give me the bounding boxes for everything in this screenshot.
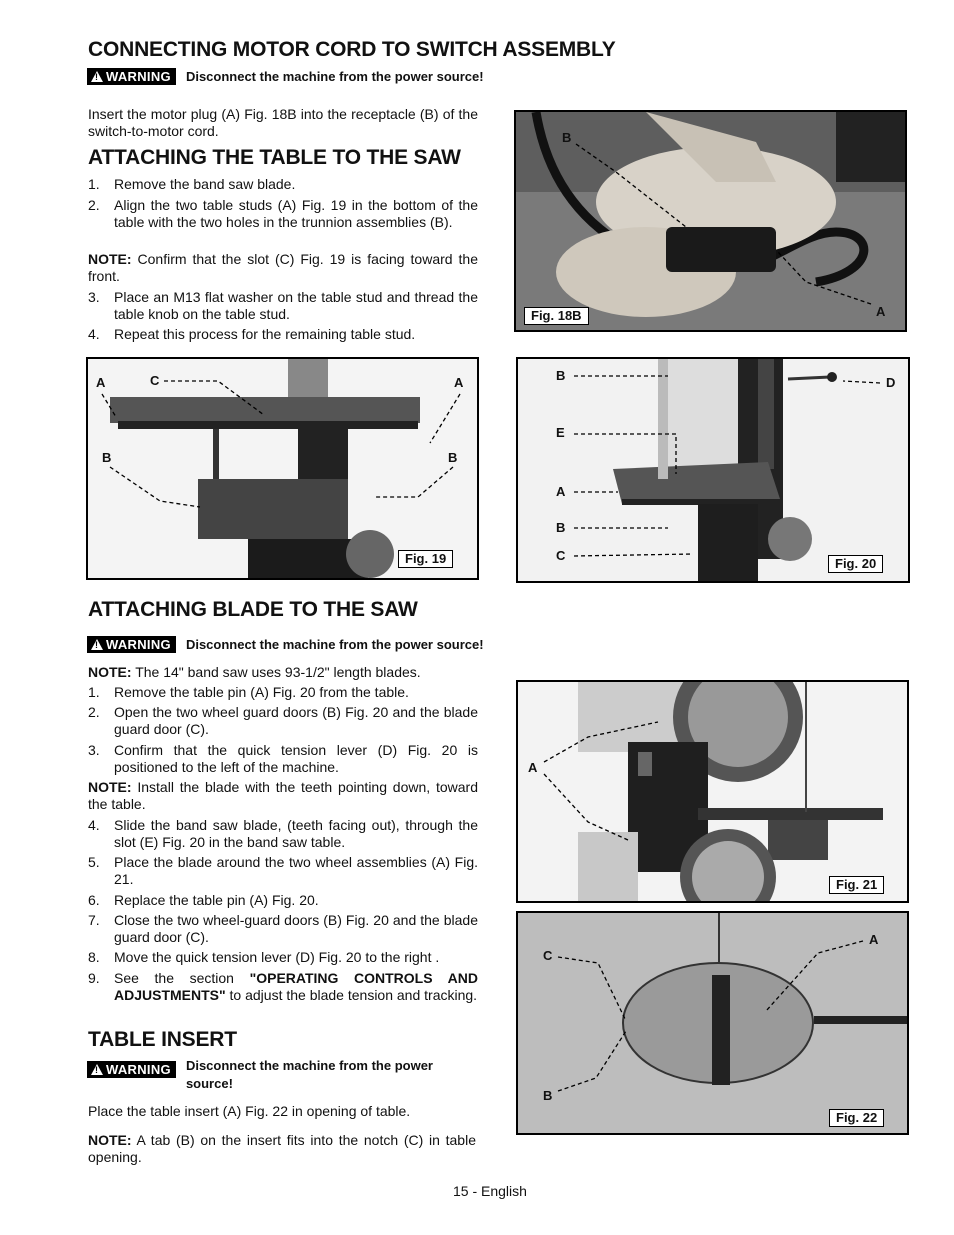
callout-b: B <box>556 520 566 535</box>
list-item: 4. Repeat this process for the remaining table stud. <box>88 326 416 342</box>
section-title-motor-cord: CONNECTING MOTOR CORD TO SWITCH ASSEMBLY <box>88 38 616 61</box>
callout-leaders <box>88 359 477 578</box>
callout-a: A <box>556 484 566 499</box>
page-footer: 15 - English <box>453 1183 527 1199</box>
figure-18b <box>514 110 907 332</box>
callout-leaders <box>518 913 907 1133</box>
warning-triangle-icon: ! <box>91 639 103 650</box>
list-item: 8. Move the quick tension lever (D) Fig. 20 to the right . <box>88 949 440 965</box>
list-item: 1. Remove the table pin (A) Fig. 20 from the table. <box>88 684 409 700</box>
callout-d: D <box>886 375 896 390</box>
list-item: 1. Remove the band saw blade. <box>88 176 296 192</box>
list-item: 6. Replace the table pin (A) Fig. 20. <box>88 892 319 908</box>
warning-badge: ! WARNING <box>87 1061 176 1078</box>
list-item: 9. See the section "OPERATING CONTROLS AND ADJUSTMENTS" to adjust the blade tension and tracking. <box>88 970 478 1003</box>
list-item: 2. Open the two wheel guard doors (B) Fig. 20 and the blade guard door (C). <box>88 704 478 737</box>
callout-a: A <box>528 760 538 775</box>
warning-text: Disconnect the machine from the power source! <box>185 637 484 652</box>
list-item: 2. Align the two table studs (A) Fig. 19 in the bottom of the table with the two holes in the trunnion assemblies (B). <box>88 197 478 230</box>
warning-text: Disconnect the machine from the power source! <box>185 69 484 84</box>
note-slot: NOTE: Confirm that the slot (C) Fig. 19 is facing toward the front. <box>88 251 478 284</box>
callout-leaders <box>516 112 905 330</box>
callout-c: C <box>150 373 160 388</box>
motor-cord-body: Insert the motor plug (A) Fig. 18B into the receptacle (B) of the switch-to-motor cord. <box>88 106 478 139</box>
section-title-insert: TABLE INSERT <box>88 1028 237 1051</box>
callout-b: B <box>102 450 112 465</box>
callout-a: A <box>454 375 464 390</box>
callout-b: B <box>543 1088 553 1103</box>
list-item: 3. Confirm that the quick tension lever (D) Fig. 20 is positioned to the left of the machine. <box>88 742 478 775</box>
section-title-blade: ATTACHING BLADE TO THE SAW <box>88 598 418 621</box>
note-blade-length: NOTE: The 14" band saw uses 93-1/2" length blades. <box>88 664 421 680</box>
figure-20 <box>516 357 910 583</box>
list-item: 5. Place the blade around the two wheel assemblies (A) Fig. 21. <box>88 854 478 887</box>
callout-c: C <box>556 548 566 563</box>
figure-label: Fig. 19 <box>398 550 453 568</box>
figure-19 <box>86 357 479 580</box>
callout-b: B <box>562 130 572 145</box>
callout-c: C <box>543 948 553 963</box>
note-tab: NOTE: A tab (B) on the insert fits into the notch (C) in table opening. <box>88 1132 476 1165</box>
list-item: 4. Slide the band saw blade, (teeth facing out), through the slot (E) Fig. 20 in the band saw table. <box>88 817 478 850</box>
list-item: 3. Place an M13 flat washer on the table stud and thread the table knob on the table stud. <box>88 289 478 322</box>
warning-badge: ! WARNING <box>87 68 176 85</box>
warning-triangle-icon: ! <box>91 71 103 82</box>
figure-21 <box>516 680 909 903</box>
note-teeth: NOTE: Install the blade with the teeth pointing down, toward the table. <box>88 779 478 812</box>
callout-a: A <box>876 304 886 319</box>
callout-b: B <box>556 368 566 383</box>
insert-body: Place the table insert (A) Fig. 22 in opening of table. <box>88 1103 411 1119</box>
figure-22 <box>516 911 909 1135</box>
warning-text: Disconnect the machine from the power source! <box>185 1058 433 1091</box>
callout-a: A <box>96 375 106 390</box>
figure-label: Fig. 20 <box>828 555 883 573</box>
warning-badge: ! WARNING <box>87 636 176 653</box>
callout-leaders <box>518 359 908 581</box>
figure-label: Fig. 18B <box>524 307 589 325</box>
section-title-table: ATTACHING THE TABLE TO THE SAW <box>88 146 461 169</box>
callout-leaders <box>518 682 907 901</box>
warning-row-1 <box>87 68 484 86</box>
callout-a: A <box>869 932 879 947</box>
callout-e: E <box>556 425 565 440</box>
figure-label: Fig. 22 <box>829 1109 884 1127</box>
warning-row-3 <box>87 1057 476 1093</box>
list-item: 7. Close the two wheel-guard doors (B) Fig. 20 and the blade guard door (C). <box>88 912 478 945</box>
warning-triangle-icon: ! <box>91 1064 103 1075</box>
callout-b: B <box>448 450 458 465</box>
figure-label: Fig. 21 <box>829 876 884 894</box>
warning-row-2 <box>87 636 484 654</box>
